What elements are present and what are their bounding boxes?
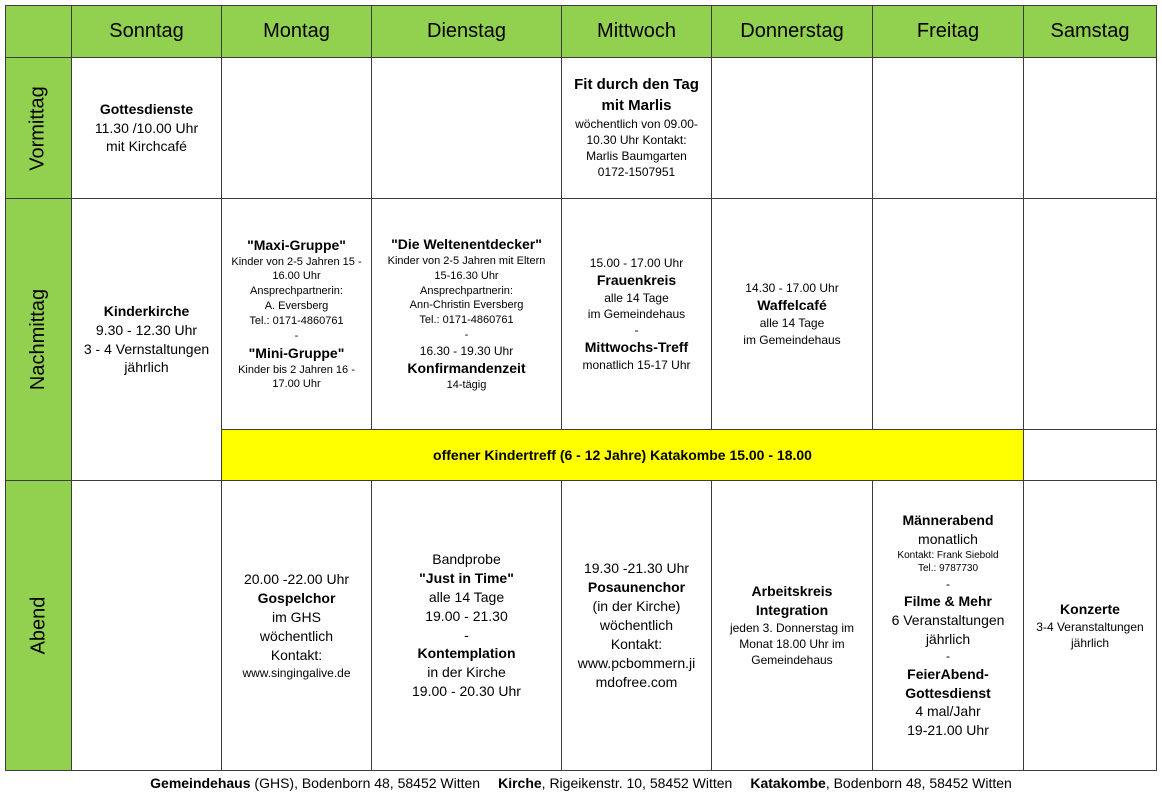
footer-gemeindehaus-address: (GHS), Bodenborn 48, 58452 Witten bbox=[250, 775, 481, 791]
cell-nachmittag-sonntag bbox=[71, 198, 222, 481]
event-phone: 0172-1507951 bbox=[597, 165, 676, 180]
cell-abend-freitag bbox=[872, 480, 1024, 771]
row-header-abend bbox=[5, 480, 72, 771]
separator: - bbox=[464, 626, 469, 643]
cell-nachmittag-mittwoch bbox=[561, 198, 712, 430]
event-title: "Mini-Gruppe" bbox=[248, 344, 345, 361]
event-contact: Kontakt: bbox=[610, 635, 663, 652]
event-title: "Just in Time" bbox=[419, 569, 514, 586]
event-website: www.pcbommern.ji bbox=[577, 654, 696, 671]
cell-nachmittag-montag bbox=[221, 198, 372, 430]
day-header-samstag: Samstag bbox=[1023, 5, 1157, 58]
address-footer bbox=[0, 772, 1162, 794]
event-detail: Bandprobe bbox=[432, 550, 501, 567]
event-phone: Tel.: 9787730 bbox=[917, 563, 979, 575]
event-time: 15.00 - 17.00 Uhr bbox=[589, 255, 684, 270]
event-phone: Tel.: 0171-4860761 bbox=[249, 315, 344, 327]
event-detail: (in der Kirche) bbox=[592, 598, 681, 615]
cell-abend-sonntag bbox=[71, 480, 222, 771]
event-website: mdofree.com bbox=[595, 673, 678, 690]
event-title: Kinderkirche bbox=[103, 302, 190, 319]
day-header-sonntag: Sonntag bbox=[71, 5, 222, 58]
event-title: mit Marlis bbox=[601, 96, 672, 114]
day-header-freitag: Freitag bbox=[872, 5, 1024, 58]
cell-abend-mittwoch bbox=[561, 480, 712, 771]
event-detail: 3-4 Veranstaltungen bbox=[1036, 619, 1144, 634]
event-detail: jährlich bbox=[925, 630, 971, 647]
separator: - bbox=[946, 576, 950, 591]
event-title: Integration bbox=[755, 602, 829, 619]
event-detail: alle 14 Tage bbox=[759, 316, 825, 331]
event-title: "Maxi-Gruppe" bbox=[247, 236, 346, 253]
event-time: 19.00 - 21.30 bbox=[425, 607, 508, 624]
event-detail: Kinder bis 2 Jahren 16 - bbox=[238, 363, 355, 376]
event-title: Posaunenchor bbox=[587, 579, 686, 596]
day-header-donnerstag: Donnerstag bbox=[711, 5, 873, 58]
row-label-abend: Abend bbox=[27, 596, 49, 655]
event-detail: 10.30 Uhr Kontakt: bbox=[586, 133, 687, 148]
separator: - bbox=[634, 323, 639, 338]
event-title: Konfirmandenzeit bbox=[407, 360, 526, 377]
event-contact: Kontakt: Frank Siebold bbox=[897, 549, 999, 561]
event-title: Gospelchor bbox=[257, 590, 336, 607]
event-time: 9.30 - 12.30 Uhr bbox=[95, 321, 198, 338]
event-title: Frauenkreis bbox=[596, 271, 677, 288]
cell-vormittag-samstag bbox=[1023, 57, 1157, 199]
event-time: 16.30 - 19.30 Uhr bbox=[419, 344, 514, 359]
event-contact: Kontakt: bbox=[270, 646, 323, 663]
event-title: Konzerte bbox=[1060, 600, 1120, 617]
footer-katakombe-label: Katakombe bbox=[750, 775, 826, 791]
event-detail: 3 - 4 Vernstaltungen bbox=[83, 340, 210, 357]
cell-vormittag-donnerstag bbox=[711, 57, 873, 199]
event-detail: monatlich 15-17 Uhr bbox=[582, 358, 691, 373]
footer-gemeindehaus-label: Gemeindehaus bbox=[150, 775, 251, 791]
cell-abend-dienstag bbox=[371, 480, 562, 771]
event-website: www.singingalive.de bbox=[242, 665, 351, 680]
event-time: 15-16.30 Uhr bbox=[434, 269, 499, 282]
event-title: Gottesdienste bbox=[99, 100, 194, 117]
event-detail: alle 14 Tage bbox=[428, 588, 505, 605]
cell-abend-samstag bbox=[1023, 480, 1157, 771]
cell-vormittag-mittwoch bbox=[561, 57, 712, 199]
event-title: FeierAbend- bbox=[907, 665, 989, 682]
row-label-nachmittag: Nachmittag bbox=[27, 288, 49, 391]
event-phone: Tel.: 0171-4860761 bbox=[419, 314, 514, 327]
day-header-montag: Montag bbox=[221, 5, 372, 58]
event-time: 19-21.00 Uhr bbox=[907, 722, 989, 739]
separator: - bbox=[464, 329, 469, 342]
event-detail: jährlich bbox=[1070, 635, 1109, 650]
row-header-nachmittag bbox=[5, 198, 72, 481]
event-detail: 6 Veranstaltungen bbox=[891, 611, 1005, 628]
event-title: Mittwochs-Treff bbox=[584, 339, 689, 356]
event-detail: wöchentlich von 09.00- bbox=[575, 116, 698, 131]
event-contact: Marlis Baumgarten bbox=[586, 149, 687, 164]
event-detail: alle 14 Tage bbox=[604, 290, 669, 305]
event-note: mit Kirchcafé bbox=[106, 138, 187, 155]
row-label-vormittag: Vormittag bbox=[27, 85, 50, 171]
cell-nachmittag-samstag-lower bbox=[1023, 429, 1157, 481]
event-time: 16.00 Uhr bbox=[272, 270, 321, 283]
event-detail: im Gemeindehaus bbox=[743, 332, 841, 347]
event-title: Fit durch den Tag bbox=[574, 76, 699, 94]
cell-vormittag-freitag bbox=[872, 57, 1024, 199]
event-detail: monatlich bbox=[918, 530, 978, 547]
event-title: Kontemplation bbox=[417, 645, 516, 662]
event-detail: Kinder von 2-5 Jahren mit Eltern bbox=[387, 254, 546, 267]
weekly-schedule-table bbox=[5, 5, 1157, 771]
event-title: Filme & Mehr bbox=[904, 592, 992, 609]
event-detail: Gemeindehaus bbox=[751, 653, 833, 668]
day-header-mittwoch: Mittwoch bbox=[561, 5, 712, 58]
event-contact: A. Eversberg bbox=[264, 300, 329, 313]
cell-abend-montag bbox=[221, 480, 372, 771]
event-title: "Die Weltenentdecker" bbox=[391, 236, 542, 253]
event-time: 11.30 /10.00 Uhr bbox=[94, 119, 199, 136]
event-detail: jeden 3. Donnerstag im bbox=[729, 621, 855, 636]
event-detail: 14-tägig bbox=[446, 379, 487, 392]
event-detail: im GHS bbox=[272, 608, 321, 625]
footer-kirche-label: Kirche bbox=[498, 775, 542, 791]
event-title: Gottesdienst bbox=[905, 684, 991, 701]
event-title: Männerabend bbox=[902, 511, 994, 528]
event-contact: Ansprechpartnerin: bbox=[420, 284, 513, 297]
corner-cell bbox=[5, 5, 72, 58]
event-detail: jährlich bbox=[124, 359, 169, 376]
separator: - bbox=[294, 329, 299, 342]
cell-abend-donnerstag bbox=[711, 480, 873, 771]
kindertreff-banner: offener Kindertreff (6 - 12 Jahre) Katakombe 15.00 - 18.00 bbox=[221, 429, 1024, 481]
event-title: Waffelcafé bbox=[757, 297, 827, 314]
day-header-dienstag: Dienstag bbox=[371, 5, 562, 58]
event-detail: 4 mal/Jahr bbox=[915, 703, 981, 720]
event-time: 19.00 - 20.30 Uhr bbox=[412, 683, 521, 700]
row-header-vormittag bbox=[5, 57, 72, 199]
cell-nachmittag-donnerstag bbox=[711, 198, 873, 430]
footer-katakombe-address: , Bodenborn 48, 58452 Witten bbox=[825, 775, 1012, 791]
event-contact: Ann-Christin Eversberg bbox=[409, 299, 524, 312]
event-time: 20.00 -22.00 Uhr bbox=[243, 571, 350, 588]
cell-nachmittag-dienstag bbox=[371, 198, 562, 430]
cell-vormittag-dienstag bbox=[371, 57, 562, 199]
event-detail: wöchentlich bbox=[599, 617, 674, 634]
cell-nachmittag-samstag bbox=[1023, 198, 1157, 430]
event-time: 14.30 - 17.00 Uhr bbox=[745, 281, 839, 296]
event-contact: Ansprechpartnerin: bbox=[250, 285, 343, 298]
cell-vormittag-montag bbox=[221, 57, 372, 199]
event-detail: in der Kirche bbox=[427, 664, 506, 681]
event-title: Arbeitskreis bbox=[751, 583, 833, 600]
cell-vormittag-sonntag bbox=[71, 57, 222, 199]
cell-nachmittag-freitag bbox=[872, 198, 1024, 430]
event-detail: im Gemeindehaus bbox=[587, 306, 686, 321]
event-time: 17.00 Uhr bbox=[272, 378, 321, 391]
footer-kirche-address: , Rigeikenstr. 10, 58452 Witten bbox=[541, 775, 733, 791]
separator: - bbox=[946, 649, 950, 664]
event-time: 19.30 -21.30 Uhr bbox=[583, 560, 690, 577]
event-detail: wöchentlich bbox=[259, 627, 334, 644]
event-detail: Monat 18.00 Uhr im bbox=[739, 637, 845, 652]
event-detail: Kinder von 2-5 Jahren 15 - bbox=[231, 255, 362, 268]
